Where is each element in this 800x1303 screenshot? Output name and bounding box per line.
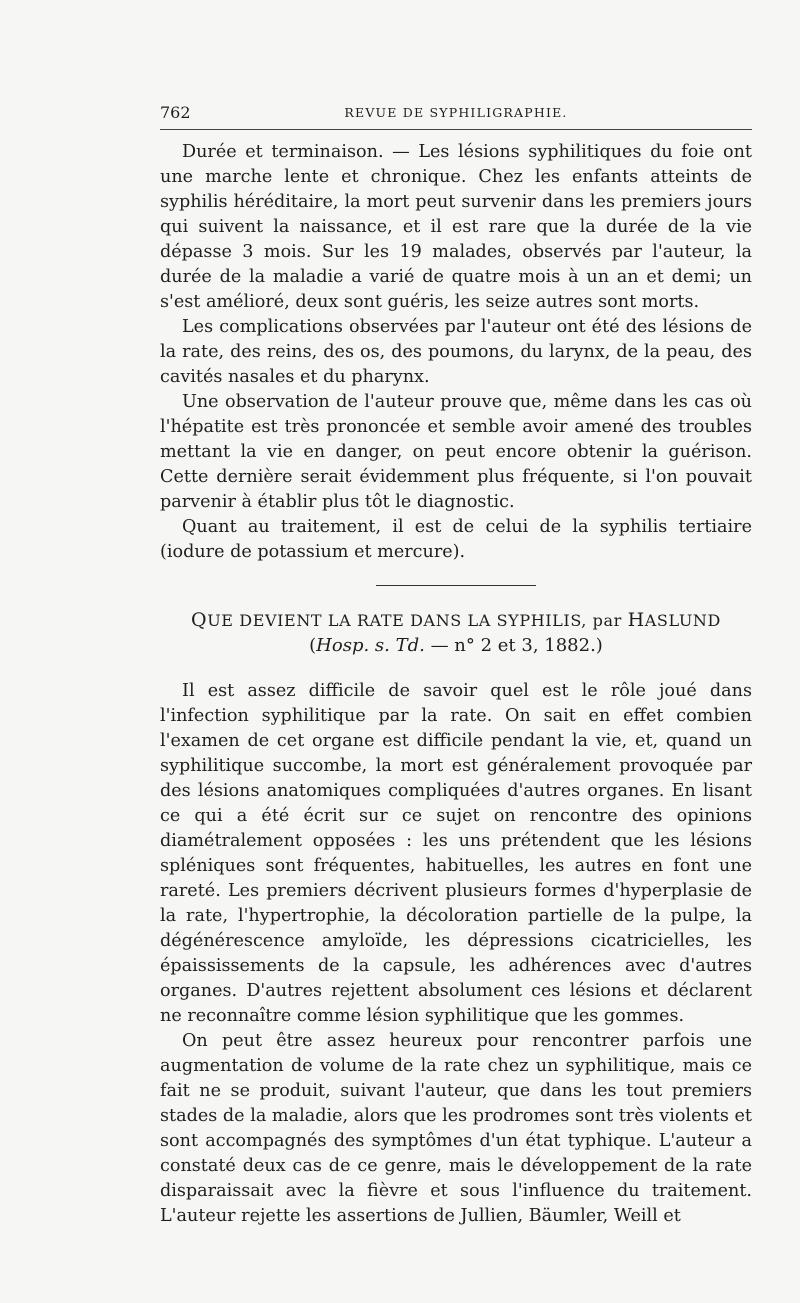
paragraph: Durée et terminaison. — Les lésions syphilitiques du foie ont une marche lente et chronique. Chez les enfants atteints de syphilis héréditaire, la mort peut survenir dans les premiers jours qui suivent la naissance, et il est rare que la durée de la vie dépasse 3 mois. Sur les 19 malades, observés par l'auteur, la durée de la maladie a varié de quatre mois à un an et demi; un s'est amélioré, deux sont guéris, les seize autres sont morts. [160, 142, 752, 312]
page-number: 762 [160, 103, 191, 122]
page-header [160, 95, 752, 121]
paragraph: On peut être assez heureux pour rencontrer parfois une augmentation de volume de la rate chez un syphilitique, mais ce fait ne se produit, suivant l'auteur, que dans les tout premiers stades de la maladie, alors que les prodromes sont très violents et sont accompagnés des symptômes d'un état typhique. L'auteur a constaté deux cas de ce genre, mais le développement de la rate disparaissait avec la fièvre et sous l'influence du traitement. L'auteur rejette les assertions de Jullien, Bäumler, Weill et [160, 1031, 752, 1226]
running-title: REVUE DE SYPHILIGRAPHIE. [344, 105, 568, 120]
body-section-1 [160, 140, 752, 565]
document-page [160, 95, 752, 1229]
citation-details: — n° 2 et 3, 1882.) [424, 635, 603, 656]
header-rule [160, 129, 752, 130]
paragraph: Il est assez difficile de savoir quel est le rôle joué dans l'infection syphilitique par la rate. On sait en effet combien l'examen de cet organe est difficile pendant la vie, et, quand un syphilitique succombe, la mort est généralement provoquée par des lésions anatomiques compliquées d'autres organes. En lisant ce qui a été écrit sur ce sujet on rencontre des opinions diamétralement opposées : les uns prétendent que les lésions spléniques sont fréquentes, habituelles, les autres en font une rareté. Les premiers décrivent plusieurs formes d'hyperplasie de la rate, l'hypertrophie, la décoloration partielle de la pulpe, la dégénérescence amyloïde, les dépressions cicatricielles, les épaississements de la capsule, les adhérences avec d'autres organes. D'autres rejettent absolument ces lésions et déclarent ne reconnaître comme lésion syphilitique que les gommes. [160, 681, 752, 1026]
body-section-2 [160, 679, 752, 1229]
title-text: UE DEVIENT LA RATE DANS LA SYPHILIS, par [207, 611, 628, 630]
citation-journal: Hosp. s. Td. [316, 635, 425, 656]
author-initial: H [627, 609, 645, 631]
title-initial: Q [191, 609, 208, 631]
section-separator [376, 585, 536, 586]
citation-open: ( [309, 635, 317, 656]
article-title [160, 608, 752, 633]
author-name: ASLUND [644, 611, 721, 630]
paragraph: Quant au traitement, il est de celui de la syphilis tertiaire (iodure de potassium et mercure). [160, 517, 752, 562]
article-citation [160, 633, 752, 659]
paragraph: Les complications observées par l'auteur ont été des lésions de la rate, des reins, des os, des poumons, du larynx, de la peau, des cavités nasales et du pharynx. [160, 317, 752, 387]
paragraph: Une observation de l'auteur prouve que, même dans les cas où l'hépatite est très prononcée et semble avoir amené des troubles mettant la vie en danger, on peut encore obtenir la guérison. Cette dernière serait évidemment plus fréquente, si l'on pouvait parvenir à établir plus tôt le diagnostic. [160, 392, 752, 512]
